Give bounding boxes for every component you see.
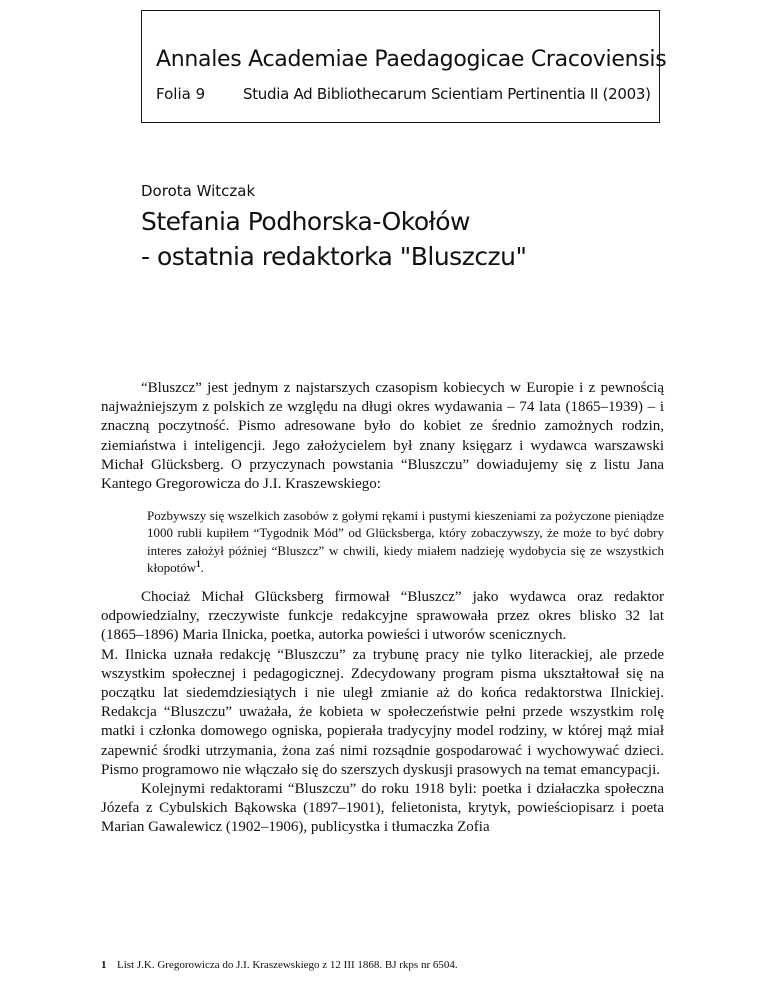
footnote-ref[interactable]: 1 bbox=[196, 558, 201, 569]
article-title-line-1: Stefania Podhorska-Okołów bbox=[141, 207, 471, 236]
article-title-line-2: - ostatnia redaktorka "Bluszczu" bbox=[141, 242, 527, 271]
article-author: Dorota Witczak bbox=[141, 182, 256, 200]
footnote-mark: 1 bbox=[101, 959, 107, 971]
journal-header-box bbox=[141, 10, 667, 123]
paragraph-1: “Bluszcz” jest jednym z najstarszych czasopism kobiecych w Europie i z pewnością najważniejszym z polskich ze względu na długi okres wydawania – 74 lata (1865–1939) – i znaczną poczytność. Pismo adresowane było do kobiet ze średnio zamożnych rodzin, ziemiaństwa i inteligencji. Jego założycielem był znany księgarz i wydawca warszawski Michał Glücksberg. O przyczynach powstania “Bluszczu” dowiadujemy się z listu Jana Kantego Gregorowicza do J.I. Kraszewskiego: bbox=[101, 380, 664, 493]
folio-number: Folia 9 bbox=[156, 85, 206, 103]
series-title: Studia Ad Bibliothecarum Scientiam Pertinentia II (2003) bbox=[243, 85, 651, 103]
footnote-text: List J.K. Gregorowicza do J.I. Kraszewskiego z 12 III 1868. BJ rkps nr 6504. bbox=[117, 959, 458, 971]
article-body bbox=[101, 379, 664, 838]
paragraph-3: M. Ilnicka uznała redakcję “Bluszczu” za trybunę pracy nie tylko literackiej, ale przede wszystkim społecznej i pedagogicznej. Zdecydowany program pisma ukształtował się na początku lat siedemdziesiątych i nie uległ zmianie aż do końca redaktorstwa Ilnickiej. Redakcja “Bluszczu” uważała, że kobieta w społeczeństwie pełni przede wszystkim rolę matki i członka domowego ogniska, popierała tradycyjny model rodziny, w której mąż miał zapewnić środki utrzymania, żona zaś nimi rozsądnie gospodarować i wychowywać dzieci. Pismo programowo nie włączało się do szerszych dyskusji prasowych na temat emancypacji. bbox=[101, 646, 664, 778]
footnote bbox=[101, 959, 458, 971]
block-quote-text: Pozbywszy się wszelkich zasobów z gołymi rękami i pustymi kieszeniami za pożyczone pieniądze 1000 rubli kupiłem “Tygodnik Mód” od Glücksberga, który zobaczywszy, że może to być dobry interes założył później “Bluszcz” w chwili, kiedy miałem nadzieję wydobycia się ze wszystkich kłopotów bbox=[147, 508, 664, 575]
journal-title: Annales Academiae Paedagogicae Cracoviensis bbox=[156, 47, 667, 72]
paragraph-4: Kolejnymi redaktorami “Bluszczu” do roku 1918 byli: poetka i działaczka społeczna Józefa z Cybulskich Bąkowska (1897–1901), felietonista, krytyk, powieściopisarz i poeta Marian Gawalewicz (1902–1906), publicystka i tłumaczka Zofia bbox=[101, 781, 664, 836]
article-title bbox=[141, 204, 527, 274]
paragraph-2: Chociaż Michał Glücksberg firmował “Bluszcz” jako wydawca oraz redaktor odpowiedzialny, rzeczywiste funkcje redakcyjne sprawowała przez okres blisko 32 lat (1865–1896) Maria Ilnicka, poetka, autorka powieści i utworów scenicznych. bbox=[101, 589, 664, 644]
block-quote: Pozbywszy się wszelkich zasobów z gołymi rękami i pustymi kieszeniami za pożyczone pieniądze 1000 rubli kupiłem “Tygodnik Mód” od Glücksberga, który zobaczywszy, że może to być dobry interes założył później “Bluszcz” w chwili, kiedy miałem nadzieję wydobycia się ze wszystkich kłopotów$^1$. bbox=[147, 508, 664, 575]
